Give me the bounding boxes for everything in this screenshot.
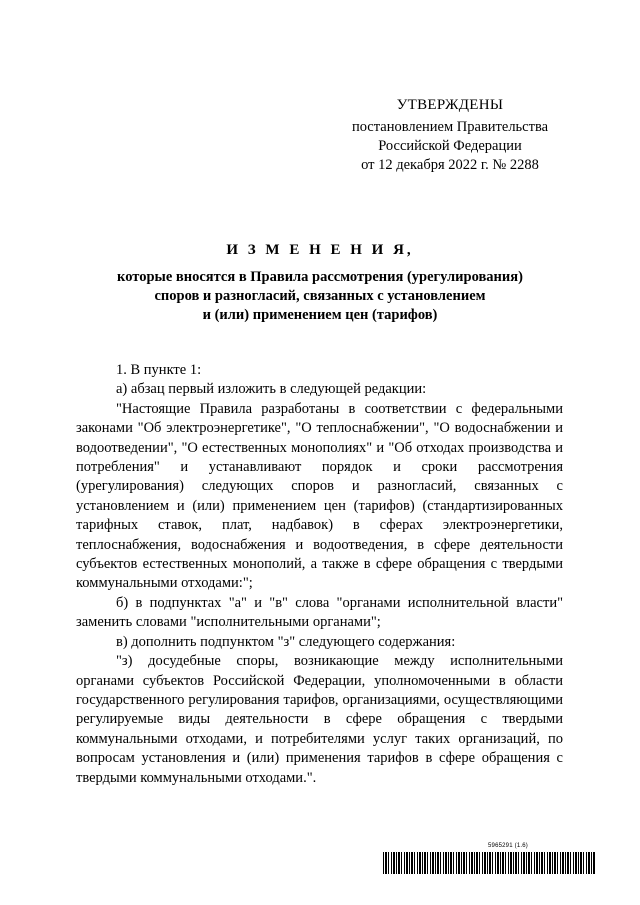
document-title: И З М Е Н Е Н И Я, (226, 242, 414, 258)
barcode-number: 5965291 (1.6) (488, 843, 528, 849)
paragraph-subpoint-v: в) дополнить подпунктом "з" следующего содержания: (116, 633, 456, 650)
paragraph-point-1: 1. В пункте 1: (116, 362, 202, 378)
paragraph-subpoint-a: а) абзац первый изложить в следующей редакции: (116, 381, 427, 398)
paragraph-quote-rules: "Настоящие Правила разработаны в соответствии с федеральными законами "Об электроэнергетике", "О теплоснабжении", "О водоснабжении и водоотведении", "О естественных монополиях" и "Об отходах производства и потребления" и устанавливают порядок и сроки рассмотрения (урегулирования) следующих споров и разногласий, связанных с установлением и (или) применением цен (тарифов) (стандартизированных тарифных ставок, плат, надбавок) в сферах электроэнергетики, теплоснабжения, водоснабжения и водоотведения, в сфере деятельности субъектов естественных монополий, а также в сфере обращения с твердыми коммунальными отходами:"; (76, 400, 563, 592)
barcode-icon (383, 852, 595, 874)
approval-line-2: Российской Федерации (378, 138, 522, 154)
approval-head: УТВЕРЖДЕНЫ (396, 97, 504, 113)
paragraph-quote-z: "з) досудебные споры, возникающие между исполнительными органами субъектов Российской Федерации, уполномоченными в области государственного регулирования тарифов, организациями, осуществляющими регулируемые виды деятельности в сфере обращения с твердыми коммунальными отходами, и потребителями услуг таких организаций, по вопросам установления и (или) применения тарифов в сфере обращения с твердыми коммунальными отходами.". (76, 653, 563, 786)
subtitle-line-1: которые вносятся в Правила рассмотрения (урегулирования) (117, 269, 523, 285)
document-subtitle (64, 268, 576, 325)
approval-stamp (300, 96, 600, 175)
document-body (76, 361, 563, 788)
subtitle-line-3: и (или) применением цен (тарифов) (202, 307, 438, 323)
approval-line-3: от 12 декабря 2022 г. № 2288 (361, 157, 539, 173)
paragraph-subpoint-b: б) в подпунктах "а" и "в" слова "органами исполнительной власти" заменить словами "исполнительными органами"; (76, 594, 563, 631)
subtitle-line-2: споров и разногласий, связанных с установлением (154, 288, 486, 304)
approval-line-1: постановлением Правительства (351, 119, 549, 135)
